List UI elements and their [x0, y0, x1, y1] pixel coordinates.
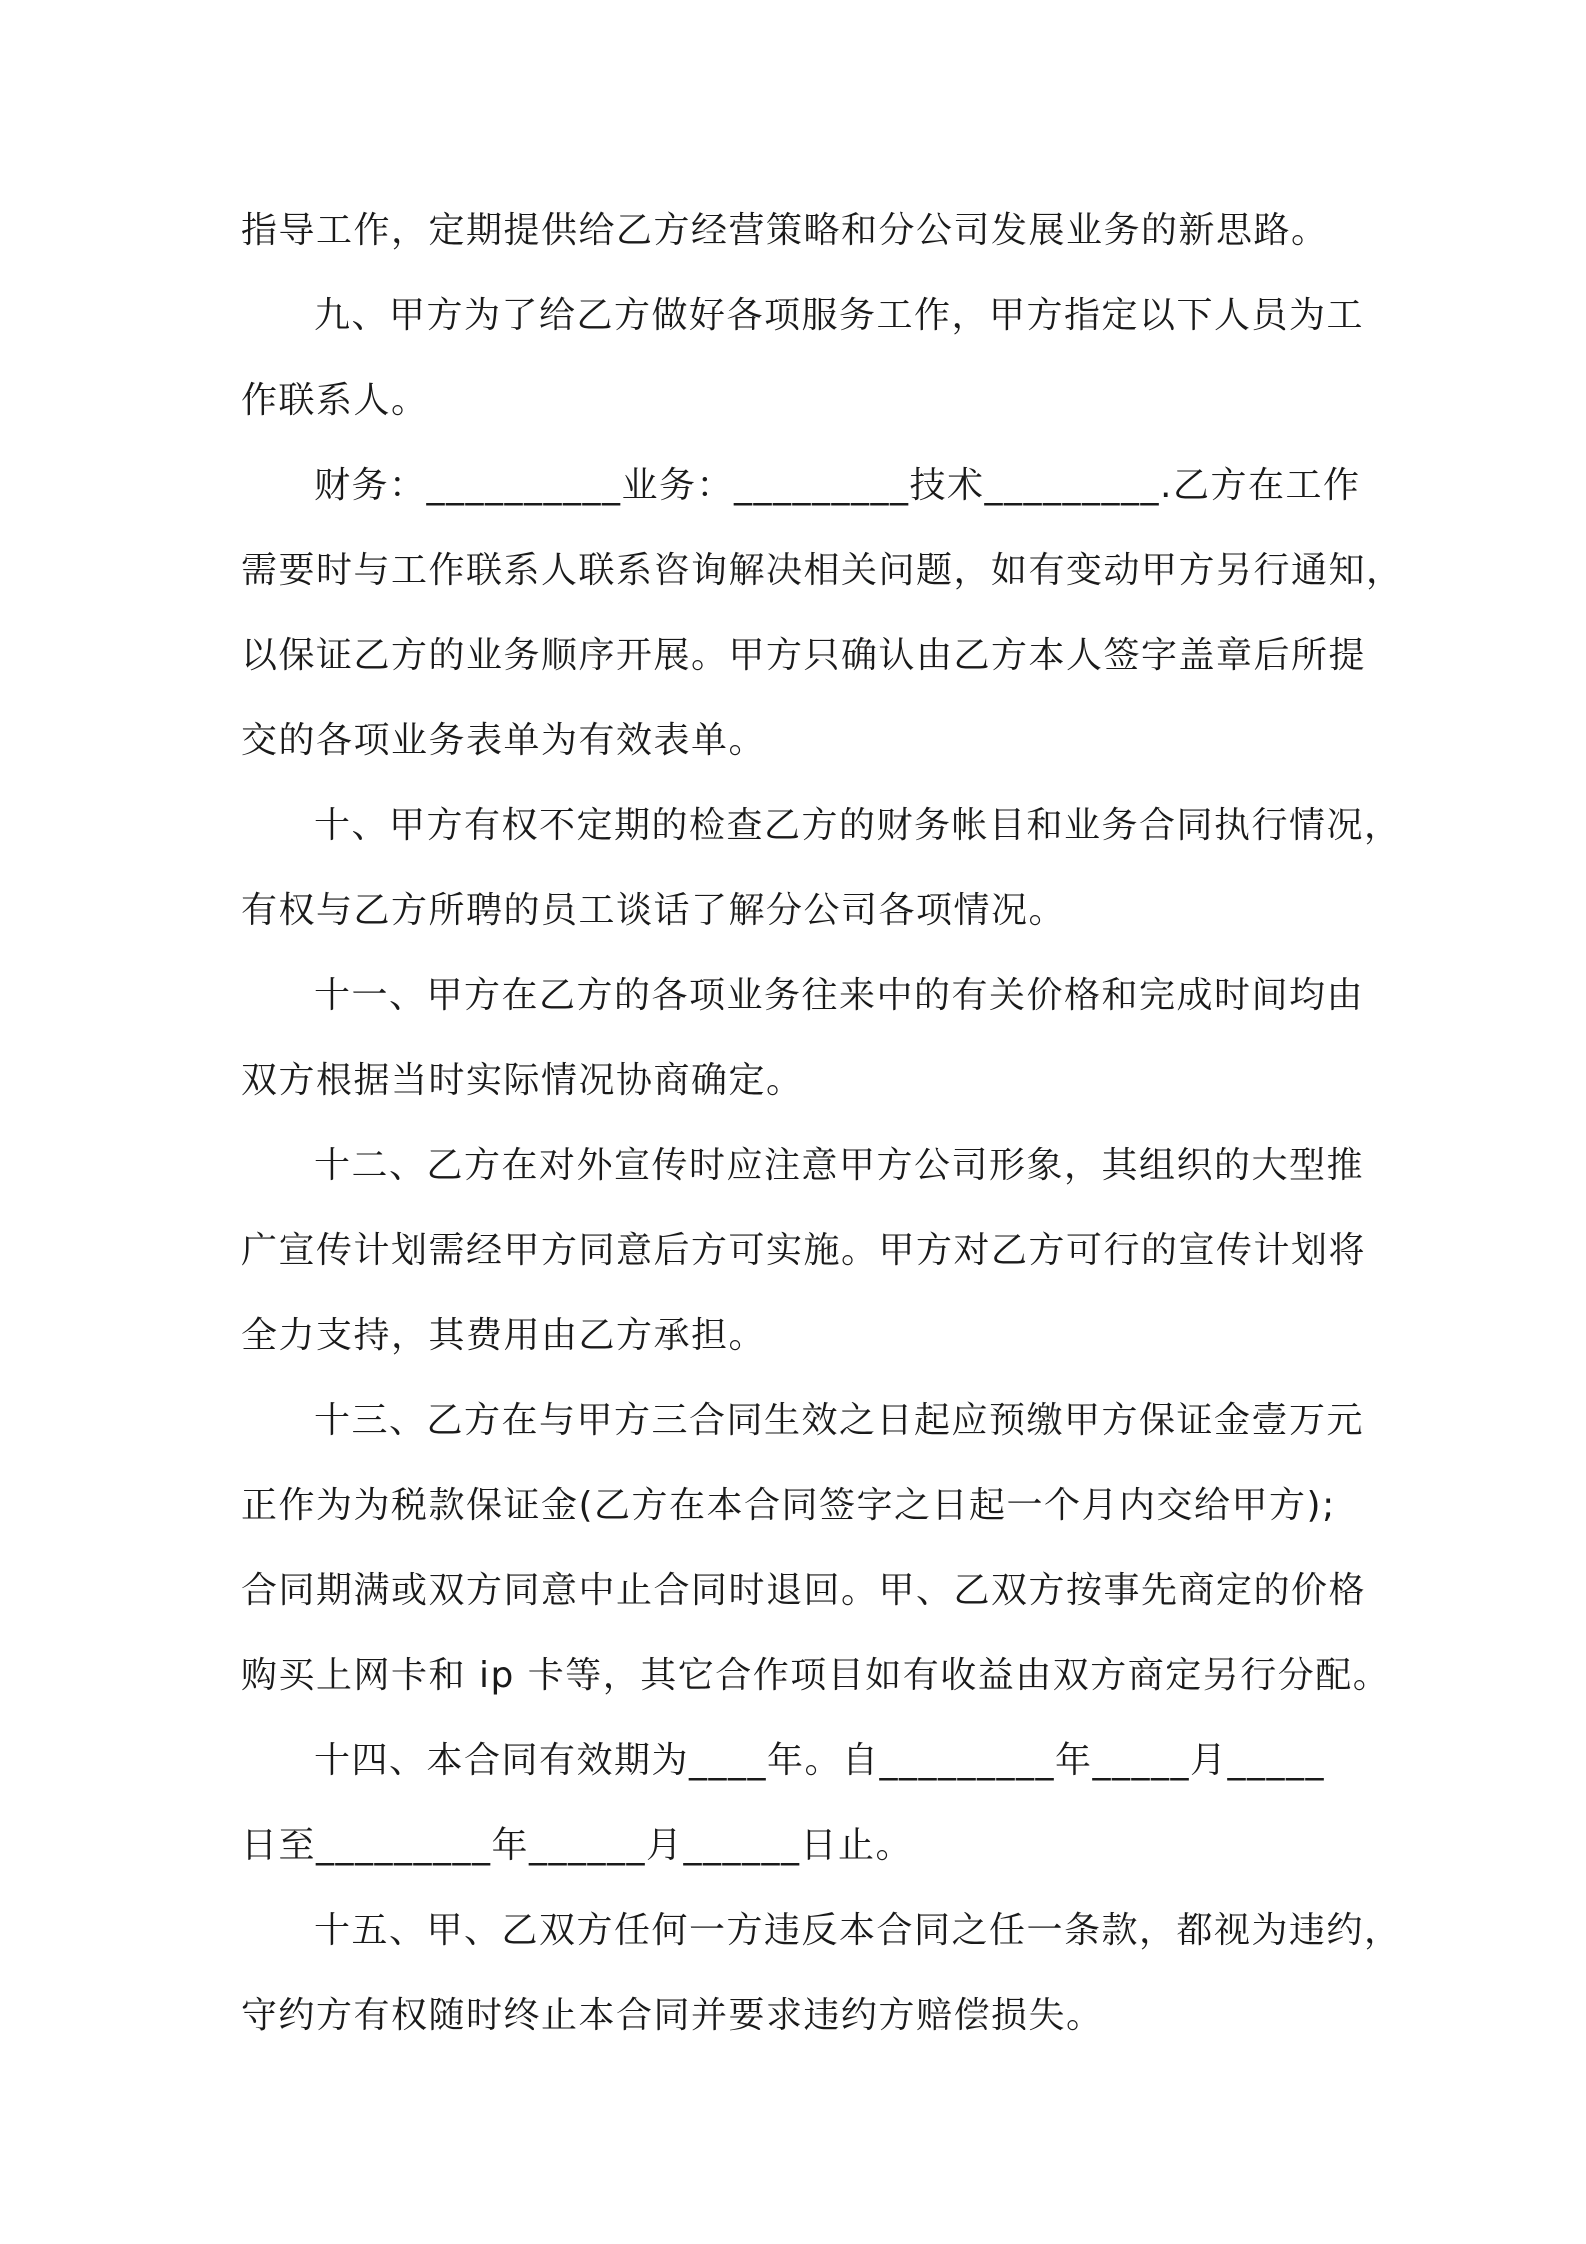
body-line: 合同期满或双方同意中止合同时退回。甲、乙双方按事先商定的价格: [241, 1570, 1367, 1611]
body-line: 以保证乙方的业务顺序开展。甲方只确认由乙方本人签字盖章后所提: [241, 635, 1367, 676]
body-line: 守约方有权随时终止本合同并要求违约方赔偿损失。: [241, 1995, 1104, 2036]
body-line: 交的各项业务表单为有效表单。: [241, 720, 767, 761]
body-line: 作联系人。: [241, 380, 429, 421]
clause-9-line: 九、甲方为了给乙方做好各项服务工作，甲方指定以下人员为工: [314, 295, 1365, 336]
clause-13-line: 十三、乙方在与甲方三合同生效之日起应预缴甲方保证金壹万元: [314, 1400, 1365, 1441]
body-line: 需要时与工作联系人联系咨询解决相关问题，如有变动甲方另行通知，: [241, 550, 1404, 591]
contract-body: [241, 188, 1404, 2058]
body-line: 双方根据当时实际情况协商确定。: [241, 1060, 804, 1101]
clause-15-line: 十五、甲、乙双方任何一方违反本合同之任一条款，都视为违约，: [314, 1910, 1402, 1951]
clause-14-line: 十四、本合同有效期为____年。自_________年_____月_____: [314, 1740, 1326, 1781]
clause-10-line: 十、甲方有权不定期的检查乙方的财务帐目和业务合同执行情况，: [314, 805, 1402, 846]
clause-12-line: 十二、乙方在对外宣传时应注意甲方公司形象，其组织的大型推: [314, 1145, 1365, 1186]
body-line: 正作为为税款保证金(乙方在本合同签字之日起一个月内交给甲方);: [241, 1485, 1336, 1526]
body-line: 日至_________年______月______日止。: [241, 1825, 914, 1866]
body-line: 购买上网卡和 ip 卡等，其它合作项目如有收益由双方商定另行分配。: [241, 1655, 1391, 1696]
body-line: 有权与乙方所聘的员工谈话了解分公司各项情况。: [241, 890, 1067, 931]
clause-11-line: 十一、甲方在乙方的各项业务往来中的有关价格和完成时间均由: [314, 975, 1365, 1016]
body-line: 指导工作，定期提供给乙方经营策略和分公司发展业务的新思路。: [241, 210, 1329, 251]
contact-fields-line: 财务：__________业务：_________技术_________.乙方在工作: [314, 465, 1361, 506]
body-line: 广宣传计划需经甲方同意后方可实施。甲方对乙方可行的宣传计划将: [241, 1230, 1367, 1271]
body-line: 全力支持，其费用由乙方承担。: [241, 1315, 767, 1356]
